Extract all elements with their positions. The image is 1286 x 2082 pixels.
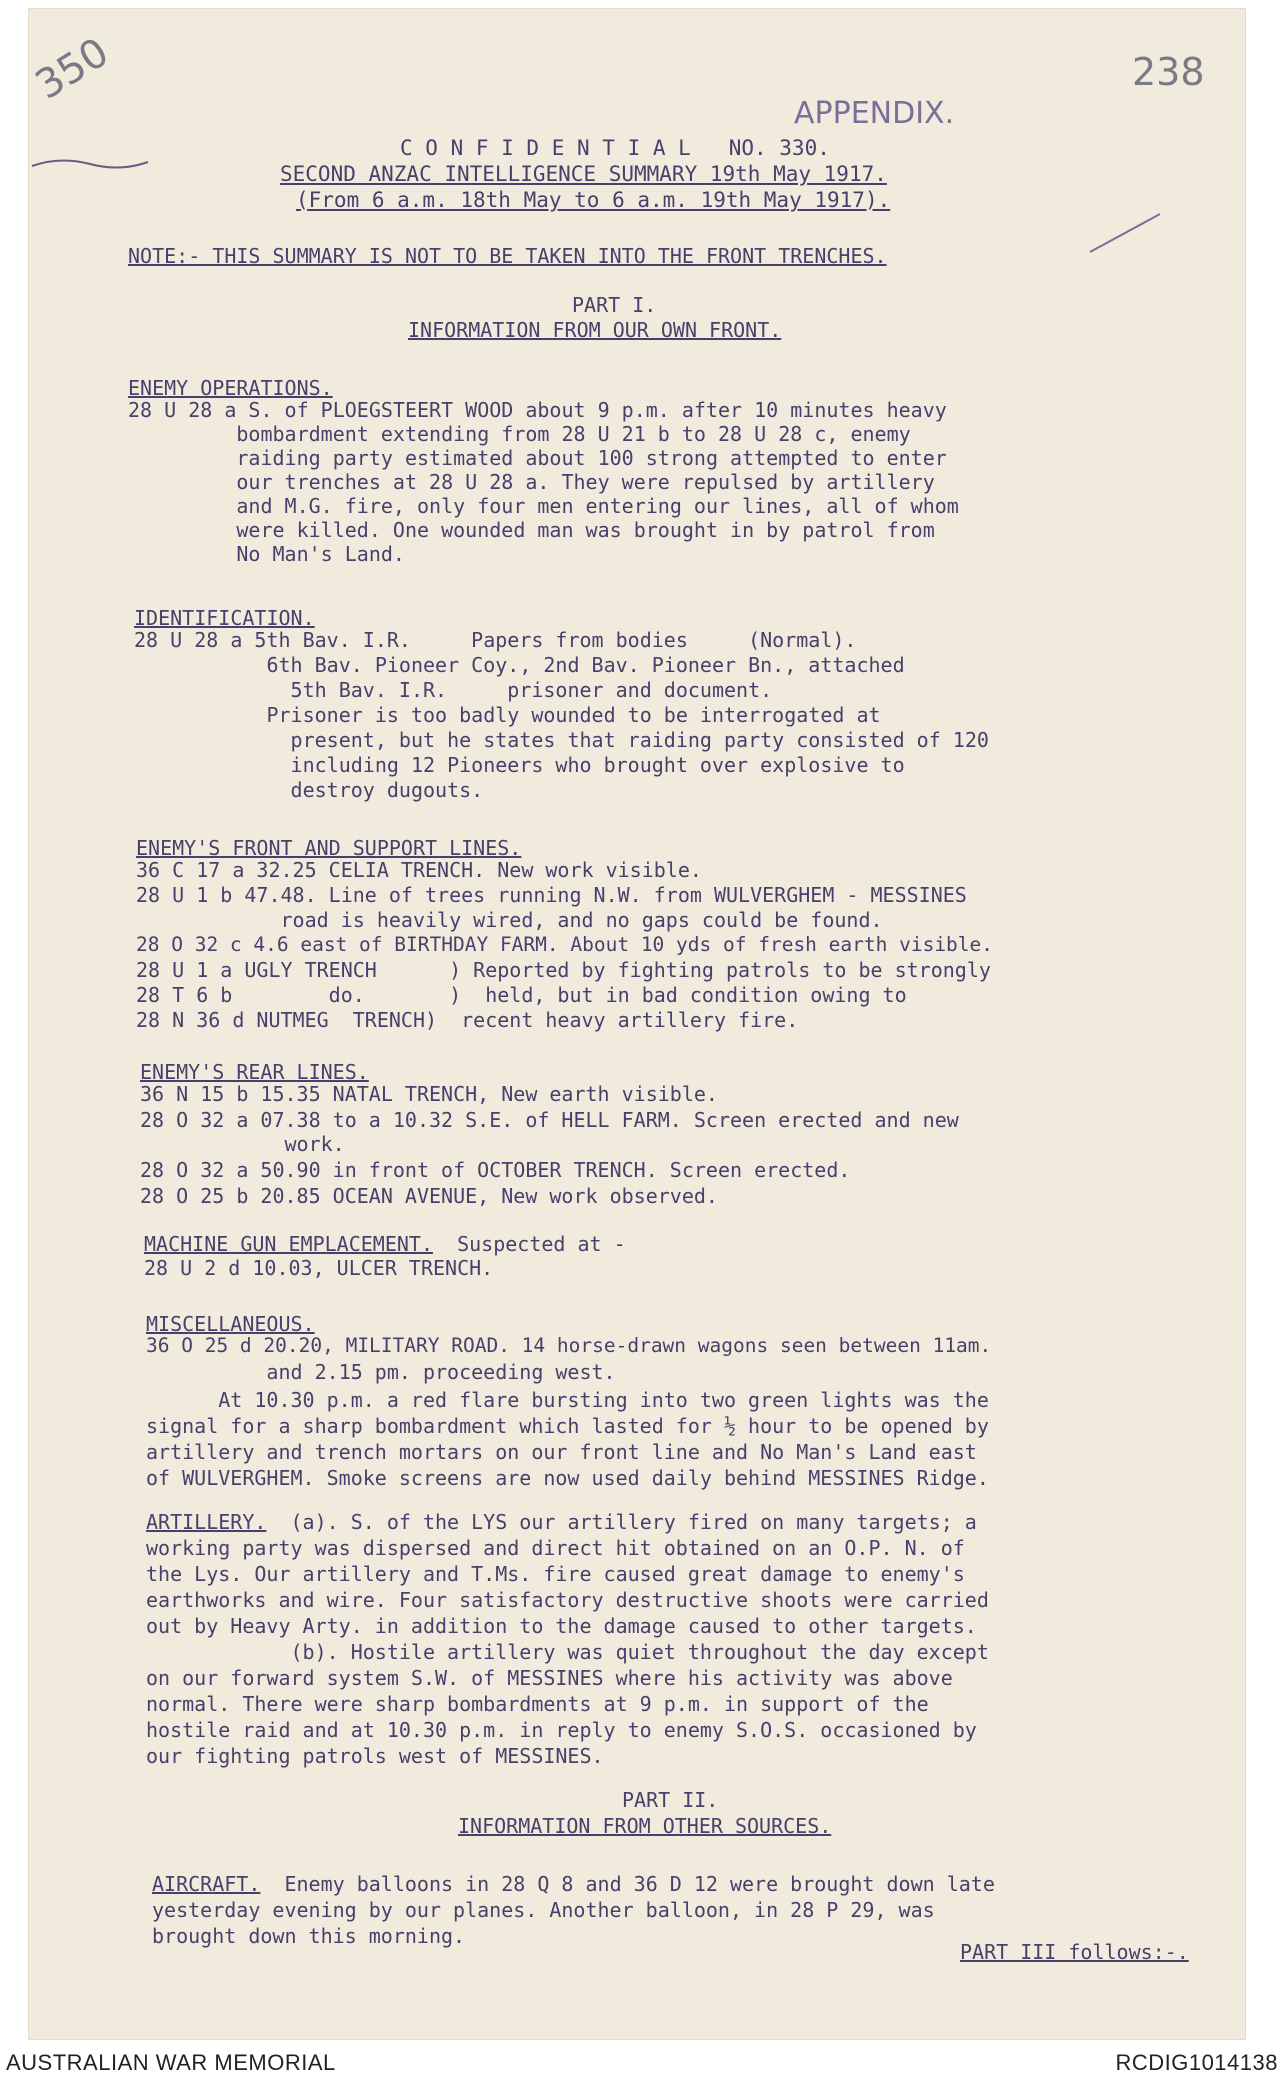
aircraft-heading: AIRCRAFT. xyxy=(152,1872,261,1896)
text-line: raiding party estimated about 100 strong attempted to enter xyxy=(128,446,947,470)
text-line: Prisoner is too badly wounded to be interrogated at xyxy=(134,703,881,727)
mg-location: 28 U 2 d 10.03, ULCER TRENCH. xyxy=(144,1256,494,1280)
footer-source: AUSTRALIAN WAR MEMORIAL xyxy=(6,2050,336,2075)
text-line: 36 O 25 d 20.20, MILITARY ROAD. 14 horse-drawn wagons seen between 11am. xyxy=(146,1334,992,1357)
summary-period: (From 6 a.m. 18th May to 6 a.m. 19th May 1917). xyxy=(296,188,891,212)
pencil-stroke-mark xyxy=(1086,208,1166,258)
misc-heading: MISCELLANEOUS. xyxy=(146,1312,315,1336)
enemy-operations-heading: ENEMY OPERATIONS. xyxy=(128,376,333,400)
text-line: 28 U 28 a S. of PLOEGSTEERT WOOD about 9 p.m. after 10 minutes heavy xyxy=(128,398,947,422)
summary-title: SECOND ANZAC INTELLIGENCE SUMMARY 19th May 1917. xyxy=(280,162,887,186)
text-line: earthworks and wire. Four satisfactory destructive shoots were carried xyxy=(146,1588,989,1612)
part1-heading: PART I. xyxy=(572,293,657,317)
text-line: 5th Bav. I.R. prisoner and document. xyxy=(134,678,773,702)
text-line: 36 N 15 b 15.35 NATAL TRENCH, New earth visible. xyxy=(140,1082,718,1106)
text-line: yesterday evening by our planes. Another balloon, in 28 P 29, was xyxy=(152,1898,935,1922)
artillery-heading: ARTILLERY. xyxy=(146,1510,267,1534)
text-line: 36 C 17 a 32.25 CELIA TRENCH. New work visible. xyxy=(136,858,702,882)
text-line: our trenches at 28 U 28 a. They were repulsed by artillery xyxy=(128,470,935,494)
text-line: working party was dispersed and direct hit obtained on an O.P. N. of xyxy=(146,1536,965,1560)
mg-heading-row xyxy=(144,1232,626,1256)
text-line: present, but he states that raiding party consisted of 120 xyxy=(134,728,989,752)
identification-heading: IDENTIFICATION. xyxy=(134,606,315,630)
text-line: of WULVERGHEM. Smoke screens are now used daily behind MESSINES Ridge. xyxy=(146,1466,989,1490)
text-line: 28 T 6 b do. ) held, but in bad condition owing to xyxy=(136,983,907,1007)
text-line: 28 N 36 d NUTMEG TRENCH) recent heavy artillery fire. xyxy=(136,1008,799,1032)
confidential-line: C O N F I D E N T I A L NO. 330. xyxy=(400,136,830,160)
part2-heading: PART II. xyxy=(622,1788,719,1812)
document-page xyxy=(28,8,1246,2040)
text-line: At 10.30 p.m. a red flare bursting into two green lights was the xyxy=(146,1388,989,1412)
text-line: work. xyxy=(140,1132,345,1156)
text-line: and 2.15 pm. proceeding west. xyxy=(146,1360,616,1384)
text-line: road is heavily wired, and no gaps could be found. xyxy=(136,908,883,932)
appendix-label: APPENDIX. xyxy=(794,96,955,131)
text-line: 28 U 1 b 47.48. Line of trees running N.W. from WULVERGHEM - MESSINES xyxy=(136,883,967,907)
folio-number-right: 238 xyxy=(1132,50,1205,94)
aircraft-first-row xyxy=(152,1872,995,1896)
note-line: NOTE:- THIS SUMMARY IS NOT TO BE TAKEN INTO THE FRONT TRENCHES. xyxy=(128,244,887,268)
text-line: artillery and trench mortars on our front line and No Man's Land east xyxy=(146,1440,977,1464)
text-line: were killed. One wounded man was brought in by patrol from xyxy=(128,518,935,542)
text-line: out by Heavy Arty. in addition to the damage caused to other targets. xyxy=(146,1614,977,1638)
text-line: 28 O 25 b 20.85 OCEAN AVENUE, New work observed. xyxy=(140,1184,718,1208)
text-line: including 12 Pioneers who brought over explosive to xyxy=(134,753,905,777)
text-line: Enemy balloons in 28 Q 8 and 36 D 12 were brought down late xyxy=(260,1872,995,1896)
text-line: No Man's Land. xyxy=(128,542,405,566)
continuation-note: PART III follows:-. xyxy=(960,1940,1189,1964)
text-line: our fighting patrols west of MESSINES. xyxy=(146,1744,604,1768)
text-line: (b). Hostile artillery was quiet throughout the day except xyxy=(146,1640,989,1664)
footer-reference-id: RCDIG1014138 xyxy=(1115,2050,1278,2075)
text-line: normal. There were sharp bombardments at 9 p.m. in support of the xyxy=(146,1692,929,1716)
text-line: brought down this morning. xyxy=(152,1924,466,1948)
text-line: 28 U 1 a UGLY TRENCH ) Reported by fighting patrols to be strongly xyxy=(136,958,991,982)
text-line: bombardment extending from 28 U 21 b to 28 U 28 c, enemy xyxy=(128,422,911,446)
front-lines-heading: ENEMY'S FRONT AND SUPPORT LINES. xyxy=(136,836,522,860)
mg-heading: MACHINE GUN EMPLACEMENT. xyxy=(144,1232,433,1256)
text-line: (a). S. of the LYS our artillery fired on many targets; a xyxy=(266,1510,977,1534)
part2-subheading: INFORMATION FROM OTHER SOURCES. xyxy=(458,1814,832,1838)
folio-number-left: 350 xyxy=(28,29,117,109)
text-line: hostile raid and at 10.30 p.m. in reply to enemy S.O.S. occasioned by xyxy=(146,1718,977,1742)
pencil-dash-mark xyxy=(30,148,150,178)
text-line: and M.G. fire, only four men entering our lines, all of whom xyxy=(128,494,959,518)
rear-lines-heading: ENEMY'S REAR LINES. xyxy=(140,1060,369,1084)
mg-heading-suffix: Suspected at - xyxy=(432,1232,626,1256)
text-line: 28 O 32 a 07.38 to a 10.32 S.E. of HELL FARM. Screen erected and new xyxy=(140,1108,959,1132)
text-line: the Lys. Our artillery and T.Ms. fire caused great damage to enemy's xyxy=(146,1562,965,1586)
text-line: 6th Bav. Pioneer Coy., 2nd Bav. Pioneer Bn., attached xyxy=(134,653,905,677)
part1-subheading: INFORMATION FROM OUR OWN FRONT. xyxy=(408,318,782,342)
text-line: 28 U 28 a 5th Bav. I.R. Papers from bodies (Normal). xyxy=(134,628,857,652)
artillery-first-row xyxy=(146,1510,977,1534)
text-line: 28 O 32 a 50.90 in front of OCTOBER TRENCH. Screen erected. xyxy=(140,1158,851,1182)
text-line: signal for a sharp bombardment which lasted for ½ hour to be opened by xyxy=(146,1414,989,1438)
text-line: 28 O 32 c 4.6 east of BIRTHDAY FARM. About 10 yds of fresh earth visible. xyxy=(136,933,994,956)
text-line: on our forward system S.W. of MESSINES where his activity was above xyxy=(146,1666,953,1690)
text-line: destroy dugouts. xyxy=(134,778,484,802)
